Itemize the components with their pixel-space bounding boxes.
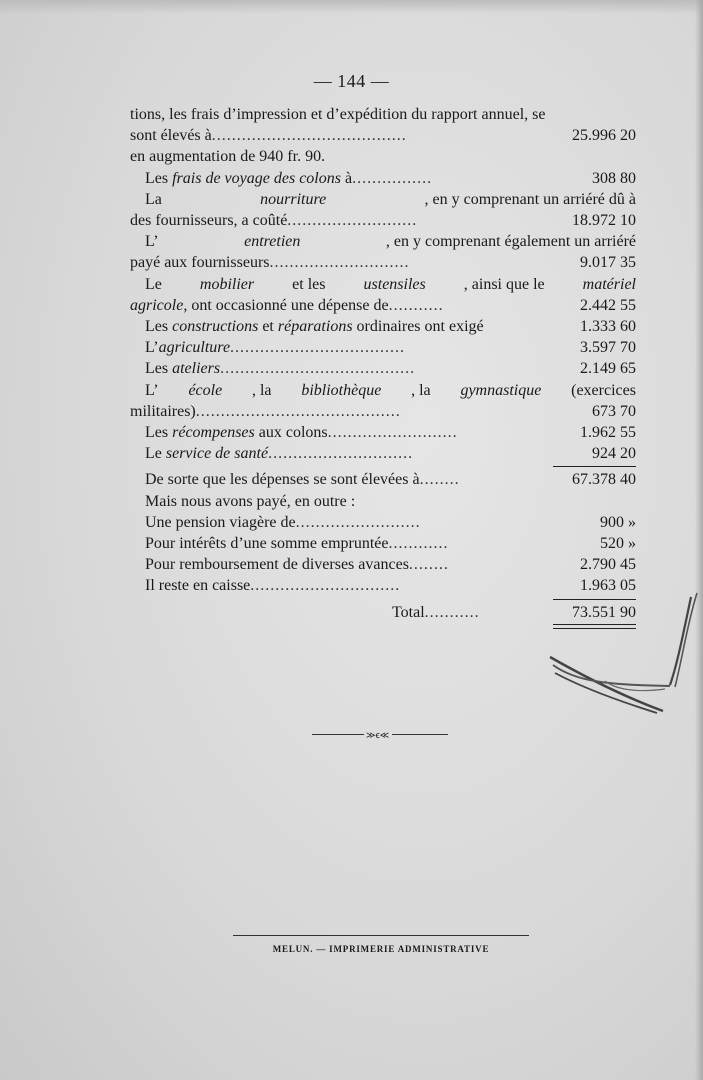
statement-line xyxy=(130,533,636,554)
dot-leader: ......................... xyxy=(295,513,421,531)
line-label: des fournisseurs, a coûté.......................... xyxy=(130,212,418,229)
dot-leader: ............................ xyxy=(269,254,410,272)
line-amount: 520 » xyxy=(600,535,636,552)
line-label: Mais nous avons payé, en outre : xyxy=(145,492,356,510)
line-label: agricole, ont occasionné une dépense de........... xyxy=(130,296,444,314)
line-label: Une pension viagère de......................... xyxy=(145,513,421,531)
statement-line xyxy=(130,189,636,210)
line-label: Il reste en caisse.............................. xyxy=(145,577,401,595)
statement-line xyxy=(130,125,636,146)
statement-line xyxy=(130,337,636,358)
line-amount: 2.790 45 xyxy=(580,556,636,574)
page-edge-right xyxy=(695,0,703,1080)
statement-line xyxy=(130,491,636,512)
line-amount: 67.378 40 xyxy=(572,471,636,489)
line-amount: 1.963 05 xyxy=(580,577,636,595)
page-number: — 144 — xyxy=(313,71,390,91)
line-label: L’ entretien , en y comprenant également un arriéré xyxy=(145,233,636,251)
line-label: militaires)......................................... xyxy=(130,402,401,420)
statement-line xyxy=(130,512,636,533)
dot-leader: ....................................... xyxy=(220,360,416,378)
line-amount: 2.149 65 xyxy=(580,360,636,378)
line-label: en augmentation de 940 fr. 90. xyxy=(130,148,326,166)
line-amount: 18.972 10 xyxy=(572,212,636,229)
footer-rule xyxy=(233,935,529,936)
line-label: Les frais de voyage des colons à................ xyxy=(145,169,433,187)
line-label: payé aux fournisseurs............................ xyxy=(130,254,410,272)
statement-line xyxy=(130,295,636,316)
statement-line xyxy=(130,168,636,189)
statement-line xyxy=(130,401,636,422)
line-label: Les constructions et réparations ordinaires ont exigé xyxy=(145,318,484,335)
sum-rule xyxy=(553,466,636,467)
line-label: Le mobilier et les ustensiles , ainsi que le matériel xyxy=(145,275,636,293)
line-amount: 900 » xyxy=(600,513,636,531)
statement-line xyxy=(130,554,636,575)
statement-line xyxy=(130,146,636,167)
line-label: Pour intérêts d’une somme empruntée............ xyxy=(145,535,449,552)
statement-line xyxy=(130,380,636,401)
dot-leader: ............ xyxy=(388,535,449,552)
line-amount: 1.962 55 xyxy=(580,424,636,441)
statement-line xyxy=(130,274,636,295)
line-amount: 308 80 xyxy=(592,169,636,187)
line-label: tions, les frais d’impression et d’expédition du rapport annuel, se xyxy=(130,106,546,123)
dot-leader: ............................. xyxy=(268,445,414,463)
line-amount: 1.333 60 xyxy=(580,318,636,335)
section-divider-ornament: ≫ꞓ≪ xyxy=(312,730,448,740)
page-edge-shadow xyxy=(0,0,703,14)
pencil-check-mark xyxy=(545,585,703,720)
dot-leader: ................................... xyxy=(230,339,406,357)
statement-line xyxy=(130,358,636,379)
dot-leader: .......................... xyxy=(287,212,418,229)
statement-line xyxy=(130,443,636,464)
dot-leader: ........ xyxy=(419,471,460,489)
line-label: sont élevés à....................................... xyxy=(130,127,407,145)
dot-leader: ......................................... xyxy=(195,402,401,420)
line-amount: 673 70 xyxy=(592,402,636,420)
line-label: Total........... xyxy=(392,603,480,621)
statement-line xyxy=(130,422,636,443)
line-label: Le service de santé............................. xyxy=(145,445,414,463)
line-label: L’agriculture................................... xyxy=(145,339,406,357)
dot-leader: ........... xyxy=(388,296,444,314)
line-label: Pour remboursement de diverses avances........ xyxy=(145,556,449,574)
dot-leader: ........... xyxy=(424,603,480,621)
line-label: L’ école , la bibliothèque , la gymnastique (exercices xyxy=(145,381,636,399)
dot-leader: ....................................... xyxy=(211,127,407,145)
dot-leader: .............................. xyxy=(250,577,401,595)
dot-leader: .......................... xyxy=(327,424,458,441)
statement-line xyxy=(130,210,636,231)
statement-line xyxy=(130,231,636,252)
line-amount: 25.996 20 xyxy=(572,127,636,145)
dot-leader: ................ xyxy=(352,169,433,187)
line-label: De sorte que les dépenses se sont élevées à........ xyxy=(145,471,460,489)
line-label: Les récompenses aux colons.......................... xyxy=(145,424,458,441)
dot-leader: ........ xyxy=(408,556,449,574)
printer-imprint: MELUN. — IMPRIMERIE ADMINISTRATIVE xyxy=(272,944,490,954)
line-amount: 3.597 70 xyxy=(580,339,636,357)
line-amount: 2.442 55 xyxy=(580,296,636,314)
line-label: La nourriture , en y comprenant un arriéré dû à xyxy=(145,190,636,208)
line-label: Les ateliers....................................... xyxy=(145,360,416,378)
line-amount: 924 20 xyxy=(592,445,636,463)
statement-line xyxy=(130,104,636,125)
statement-line xyxy=(130,252,636,273)
line-amount: 9.017 35 xyxy=(580,254,636,272)
statement-line xyxy=(130,469,636,490)
statement-line xyxy=(130,316,636,337)
line-amount: 73.551 90 xyxy=(572,603,636,621)
